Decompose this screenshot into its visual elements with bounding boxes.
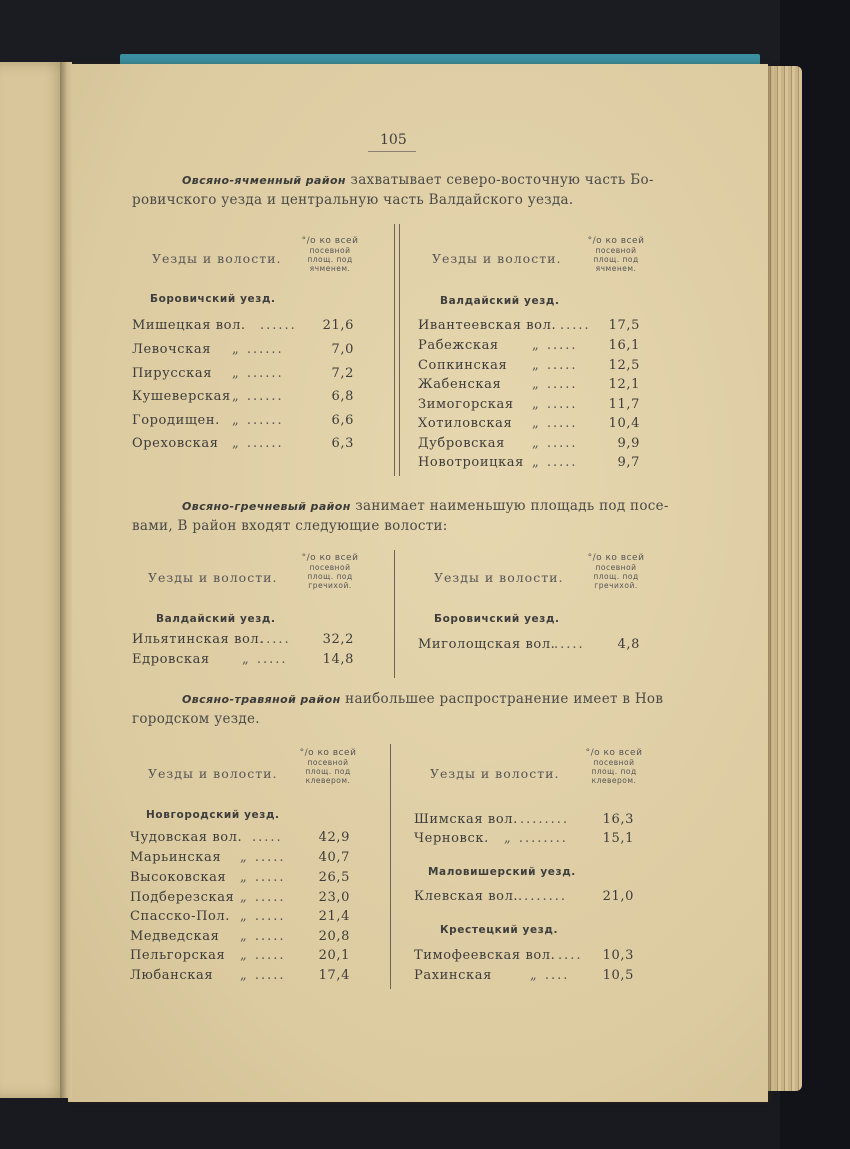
row-name: Кушеверская	[132, 389, 231, 404]
section-1-intro-text: захватывает северо-восточную часть Бо-	[345, 172, 654, 188]
row-name: Черновск.	[414, 831, 489, 846]
section-1-right-pct-header	[576, 237, 656, 273]
row-value: 16,1	[608, 338, 640, 353]
pct-header-line: °/о ко всей	[299, 748, 357, 758]
row-leader: ........	[520, 812, 570, 827]
table-row	[130, 929, 370, 947]
section-1-intro-line-2: ровичского уезда и центральную часть Валдайского уезда.	[132, 192, 574, 208]
row-leader: „ .....	[532, 436, 578, 451]
section-2-column-divider	[394, 550, 395, 678]
row-leader: ........	[518, 889, 568, 904]
row-leader: „ .....	[242, 652, 288, 667]
row-name: Едровская	[132, 652, 210, 667]
section-3-left-pct-header	[290, 749, 366, 785]
row-value: 12,5	[608, 358, 640, 373]
table-row	[418, 436, 648, 454]
row-leader: .....	[554, 637, 585, 652]
table-row	[130, 870, 370, 888]
pct-header-line: клевером.	[591, 776, 637, 785]
table-row	[132, 413, 372, 431]
row-value: 17,5	[608, 318, 640, 333]
section-2-intro-line-2: вами, В район входят следующие волости:	[132, 518, 448, 534]
row-value: 7,2	[331, 366, 354, 381]
row-name: Спасско-Пол.	[130, 909, 231, 924]
table-row	[132, 342, 372, 360]
pct-header-line: ячменем.	[309, 264, 351, 273]
section-2-right-uezd: Боровичский уезд.	[434, 613, 560, 625]
row-name: Мишецкая вол.	[132, 318, 246, 333]
left-page	[0, 62, 68, 1098]
table-row	[130, 850, 370, 868]
row-value: 9,7	[617, 455, 640, 470]
pct-header-line: гречихой.	[308, 581, 352, 590]
row-value: 23,0	[318, 890, 350, 905]
section-3-right-col-header: Уезды и волости.	[430, 766, 560, 781]
section-3-right-uezd-3: Крестецкий уезд.	[440, 924, 559, 936]
table-row	[418, 377, 648, 395]
row-leader: „ ......	[232, 366, 284, 381]
pct-header-line: посевной	[309, 246, 351, 255]
table-row	[130, 968, 370, 986]
section-2-left-pct-header	[294, 554, 366, 590]
pct-header-line: °/о ко всей	[301, 236, 359, 246]
row-value: 4,8	[617, 637, 640, 652]
table-row	[130, 909, 370, 927]
section-3-right-uezd-2: Маловишерский уезд.	[428, 866, 576, 878]
section-2-right-pct-header	[576, 554, 656, 590]
row-leader: „ ......	[232, 342, 284, 357]
background-top	[0, 0, 850, 62]
row-name: Любанская	[130, 968, 214, 983]
table-row	[414, 968, 650, 986]
row-value: 14,8	[322, 652, 354, 667]
pct-header-line: площ. под	[305, 767, 351, 776]
row-value: 21,6	[322, 318, 354, 333]
row-leader: „ .....	[532, 455, 578, 470]
section-3-left-col-header: Уезды и волости.	[148, 766, 278, 781]
table-row	[418, 358, 648, 376]
pct-header-line: площ. под	[307, 572, 353, 581]
row-leader: „ .....	[240, 850, 286, 865]
table-row	[414, 831, 650, 849]
table-row	[132, 366, 372, 384]
pct-header-line: гречихой.	[594, 581, 638, 590]
row-name: Жабенская	[418, 377, 502, 392]
row-value: 20,8	[318, 929, 350, 944]
row-value: 10,5	[602, 968, 634, 983]
row-leader: „ .....	[240, 929, 286, 944]
section-3-title: Овсяно-травяной район	[182, 693, 341, 706]
row-name: Хотиловская	[418, 416, 513, 431]
table-row	[418, 397, 648, 415]
row-value: 10,4	[608, 416, 640, 431]
row-leader: ......	[260, 318, 297, 333]
table-row	[418, 637, 648, 655]
row-leader: „ ....	[530, 968, 570, 983]
book-page	[68, 64, 768, 1102]
row-name: Левочская	[132, 342, 212, 357]
row-leader: „ .....	[532, 377, 578, 392]
row-leader: ....	[558, 948, 583, 963]
row-value: 6,3	[331, 436, 354, 451]
row-name: Марьинская	[130, 850, 222, 865]
row-leader: „ ......	[232, 389, 284, 404]
table-row	[418, 455, 648, 473]
pct-header-line: °/о ко всей	[587, 553, 645, 563]
table-row	[130, 948, 370, 966]
table-row	[132, 318, 372, 336]
row-name: Рахинская	[414, 968, 492, 983]
row-value: 7,0	[331, 342, 354, 357]
table-row	[418, 416, 648, 434]
row-leader: „ .....	[532, 338, 578, 353]
row-leader: „ .....	[532, 397, 578, 412]
row-name: Высоковская	[130, 870, 227, 885]
row-value: 12,1	[608, 377, 640, 392]
section-1-right-uezd: Валдайский уезд.	[440, 295, 560, 307]
page-number: 105	[380, 132, 407, 148]
section-1-left-pct-header	[294, 237, 366, 273]
pct-header-line: посевной	[595, 246, 637, 255]
row-leader: .....	[560, 318, 591, 333]
row-leader: .....	[260, 632, 291, 647]
row-leader: „ ......	[232, 436, 284, 451]
pct-header-line: °/о ко всей	[587, 236, 645, 246]
table-row	[132, 436, 372, 454]
pct-header-line: площ. под	[591, 767, 637, 776]
row-leader: „ .....	[532, 358, 578, 373]
table-row	[418, 318, 648, 336]
section-2-intro-text: занимает наименьшую площадь под посе-	[350, 498, 669, 514]
row-value: 42,9	[318, 830, 350, 845]
pct-header-line: посевной	[595, 563, 637, 572]
pct-header-line: посевной	[309, 563, 351, 572]
table-row	[132, 632, 372, 650]
section-1-left-col-header: Уезды и волости.	[152, 251, 282, 266]
table-row	[414, 812, 650, 830]
section-3-intro-line-2: городском уезде.	[132, 711, 260, 727]
row-name: Чудовская вол.	[130, 830, 243, 845]
row-leader: „ .....	[240, 890, 286, 905]
row-value: 17,4	[318, 968, 350, 983]
row-name: Ильятинская вол.	[132, 632, 265, 647]
pct-header-line: посевной	[307, 758, 349, 767]
pct-header-line: клевером.	[305, 776, 351, 785]
row-value: 40,7	[318, 850, 350, 865]
row-name: Зимогорская	[418, 397, 514, 412]
section-1-title: Овсяно-ячменный район	[182, 174, 346, 187]
row-value: 6,8	[331, 389, 354, 404]
row-value: 26,5	[318, 870, 350, 885]
row-leader: „ .....	[532, 416, 578, 431]
row-value: 32,2	[322, 632, 354, 647]
row-leader: .....	[252, 830, 283, 845]
section-3-column-divider	[390, 744, 391, 989]
row-leader: „ .....	[240, 870, 286, 885]
pct-header-line: °/о ко всей	[301, 553, 359, 563]
section-2-left-uezd: Валдайский уезд.	[156, 613, 276, 625]
row-value: 9,9	[617, 436, 640, 451]
pct-header-line: площ. под	[307, 255, 353, 264]
section-2-title: Овсяно-гречневый район	[182, 500, 351, 513]
section-1-left-uezd: Боровичский уезд.	[150, 293, 276, 305]
table-row	[414, 889, 650, 907]
row-value: 21,4	[318, 909, 350, 924]
section-2-right-col-header: Уезды и волости.	[434, 570, 564, 585]
row-value: 21,0	[602, 889, 634, 904]
pct-header-line: площ. под	[593, 255, 639, 264]
row-leader: „ ........	[504, 831, 568, 846]
pct-header-line: площ. под	[593, 572, 639, 581]
section-1-intro-line-1	[182, 172, 654, 188]
row-value: 16,3	[602, 812, 634, 827]
table-row	[132, 652, 372, 670]
pct-header-line: ячменем.	[595, 264, 637, 273]
row-name: Дубровская	[418, 436, 505, 451]
row-name: Ивантеевская вол.	[418, 318, 557, 333]
row-name: Тимофеевская вол.	[414, 948, 556, 963]
section-3-left-uezd: Новгородский уезд.	[146, 809, 280, 821]
table-row	[418, 338, 648, 356]
row-name: Сопкинская	[418, 358, 508, 373]
row-name: Городищен.	[132, 413, 220, 428]
row-name: Миголощская вол.	[418, 637, 556, 652]
row-name: Пирусская	[132, 366, 213, 381]
row-value: 10,3	[602, 948, 634, 963]
row-name: Подберезская	[130, 890, 235, 905]
pct-header-line: °/о ко всей	[585, 748, 643, 758]
row-name: Ореховская	[132, 436, 219, 451]
row-name: Новотроицкая	[418, 455, 524, 470]
row-value: 15,1	[602, 831, 634, 846]
section-1-right-col-header: Уезды и волости.	[432, 251, 562, 266]
table-row	[132, 389, 372, 407]
table-row	[130, 830, 370, 848]
section-3-intro-text: наибольшее распространение имеет в Нов	[340, 691, 664, 707]
section-2-intro-line-1	[182, 498, 669, 514]
row-leader: „ .....	[240, 948, 286, 963]
row-value: 11,7	[608, 397, 640, 412]
page-number-rule	[368, 151, 416, 152]
row-leader: „ ......	[232, 413, 284, 428]
row-name: Рабежская	[418, 338, 499, 353]
section-3-right-pct-header	[574, 749, 654, 785]
row-name: Пельгорская	[130, 948, 226, 963]
row-name: Шимская вол.	[414, 812, 518, 827]
row-name: Клевская вол.	[414, 889, 519, 904]
table-row	[414, 948, 650, 966]
row-leader: „ .....	[240, 909, 286, 924]
row-leader: „ .....	[240, 968, 286, 983]
row-value: 20,1	[318, 948, 350, 963]
section-2-left-col-header: Уезды и волости.	[148, 570, 278, 585]
section-1-column-divider	[394, 224, 400, 476]
table-row	[130, 890, 370, 908]
pct-header-line: посевной	[593, 758, 635, 767]
book-gutter	[60, 62, 72, 1098]
section-3-intro-line-1	[182, 691, 663, 707]
row-value: 6,6	[331, 413, 354, 428]
row-name: Медведская	[130, 929, 220, 944]
